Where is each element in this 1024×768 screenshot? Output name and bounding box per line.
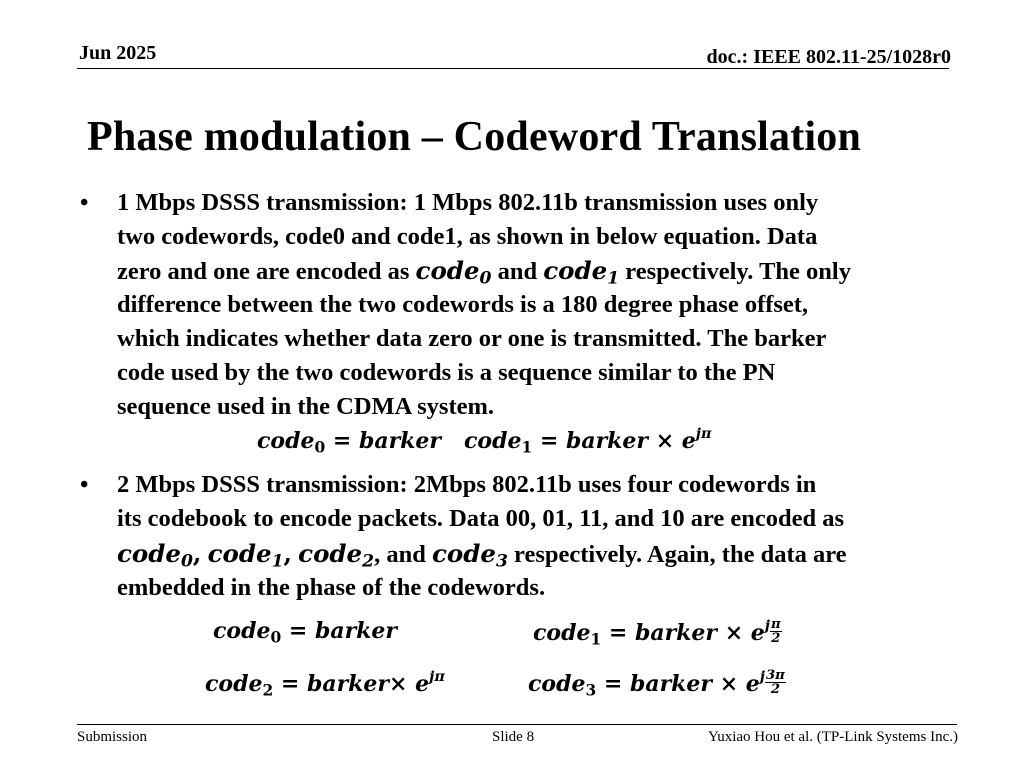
bullet-1-line-5: which indicates whether data zero or one is transmitted. The barker — [117, 325, 827, 352]
bullet-2-line-2: its codebook to encode packets. Data 00, 01, 11, and 10 are encoded as — [117, 505, 845, 532]
line-3-text-b: and — [497, 258, 538, 285]
bullet-marker: • — [80, 190, 89, 216]
slide-title: Phase modulation – Codeword Translation — [87, 114, 862, 160]
inline-code0: code$_0$ — [415, 256, 492, 289]
header-rule — [77, 68, 949, 69]
bullet-2-line-3: code$_0$, code$_1$, code$_2$, and code$_3$ respectively. Again, the data are — [117, 539, 847, 572]
header-doc-id: doc.: IEEE 802.11-25/1028r0 — [706, 46, 951, 68]
line-3-text-b: respectively. Again, the data are — [514, 541, 847, 568]
bullet-marker: • — [80, 472, 89, 498]
equation-code3: code$_3$ = barker × $e^j$ $\frac{3\pi}{2}$ — [528, 668, 785, 700]
footer-rule — [77, 724, 957, 725]
footer-submission: Submission — [77, 729, 148, 745]
bullet-2-line-4: embedded in the phase of the codewords. — [117, 574, 546, 601]
bullet-1-line-1: 1 Mbps DSSS transmission: 1 Mbps 802.11b transmission uses only — [117, 189, 819, 216]
line-3-text-a: , and — [374, 541, 426, 568]
bullet-1-line-2: two codewords, code0 and code1, as shown in below equation. Data — [117, 223, 818, 250]
inline-code0: code$_0$ — [117, 539, 193, 572]
line-3-text-c: respectively. The only — [625, 258, 851, 285]
line-3-text-a: zero and one are encoded as — [117, 258, 410, 285]
footer-author: Yuxiao Hou et al. (TP-Link Systems Inc.) — [708, 729, 958, 745]
equation-1mbps: code$_0$ = barker code$_1$ = barker × $e^{j\pi}$ — [257, 426, 712, 457]
footer-slide-number: Slide 8 — [492, 729, 535, 745]
equation-code1: code$_1$ = barker × $e^j$ $\frac{\pi}{2}$ — [533, 617, 781, 649]
inline-code1: code$_1$ — [207, 539, 284, 572]
bullet-2-line-1: 2 Mbps DSSS transmission: 2Mbps 802.11b uses four codewords in — [117, 471, 817, 498]
header-date: Jun 2025 — [79, 42, 157, 64]
inline-code2: code$_2$ — [298, 539, 375, 572]
inline-code3: code$_3$ — [431, 539, 508, 572]
inline-code1: code$_1$ — [543, 256, 620, 289]
equation-code2: code$_2$ = barker× $e^{j\pi}$ — [205, 669, 445, 700]
equation-code0: code$_0$ = barker — [213, 618, 398, 647]
bullet-1-line-4: difference between the two codewords is a 180 degree phase offset, — [117, 291, 809, 318]
bullet-1-line-6: code used by the two codewords is a sequence similar to the PN — [117, 359, 776, 386]
bullet-1-line-7: sequence used in the CDMA system. — [117, 393, 495, 420]
